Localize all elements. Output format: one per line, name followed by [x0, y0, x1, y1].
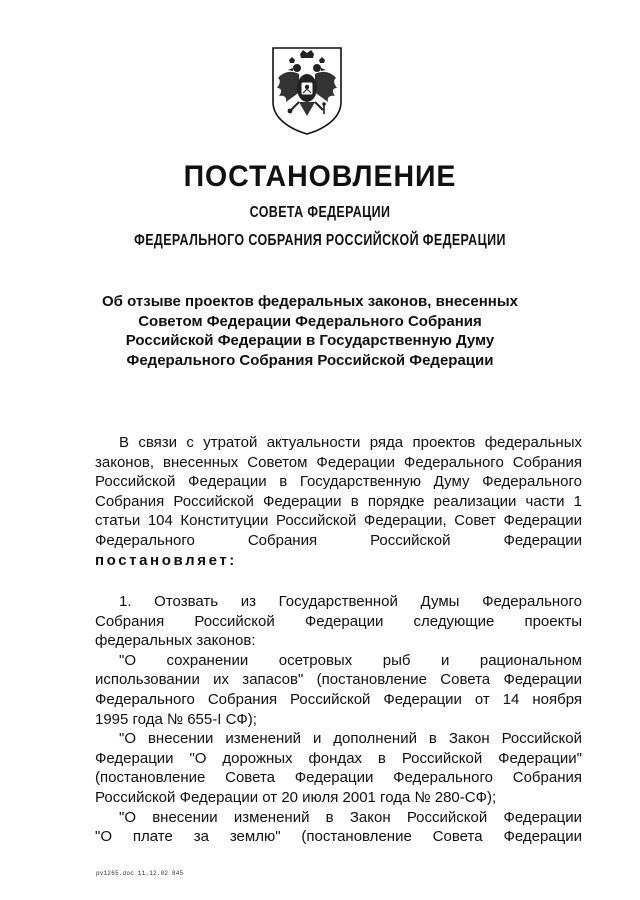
text-line: "О сохранении осетровых рыб и рациональном	[119, 651, 582, 669]
text-line: Федерального Собрания Российской Федерации	[95, 531, 582, 549]
text-line: Федерации "О дорожных фондах в Российской Федерации"	[95, 749, 582, 767]
file-reference-footer: pv1265.doc 11.12.02 845	[96, 870, 184, 877]
preamble-paragraph	[95, 433, 582, 570]
text-line: "О плате за землю" (постановление Совета Федерации	[95, 828, 582, 846]
text-line: "О внесении изменений в Закон Российской Федерации	[119, 808, 582, 826]
text-line: федеральных законов:	[95, 632, 256, 650]
text-line: 1. Отозвать из Государственной Думы Федерального	[119, 593, 582, 610]
heading-line: Российской Федерации в Государственную Думу	[125, 332, 495, 349]
text-line: законов, внесенных Советом Федерации Федерального Собрания	[95, 453, 582, 471]
text-line: Собрания Российской Федерации следующие проекты	[95, 612, 582, 630]
text-line: 1995 года № 655-I СФ);	[95, 710, 257, 728]
document-subtitle-issuer: СОВЕТА ФЕДЕРАЦИИ	[249, 204, 391, 221]
item-1-paragraph	[95, 592, 582, 847]
text-line: Российской Федерации от 20 июля 2001 года № 280-СФ);	[95, 788, 497, 806]
resolution-heading	[90, 292, 530, 370]
operative-word: постановляет:	[95, 551, 237, 569]
text-line: Российской Федерации в Государственную Думу Федерального	[95, 473, 582, 491]
coat-of-arms-icon	[269, 44, 345, 136]
document-subtitle-assembly: ФЕДЕРАЛЬНОГО СОБРАНИЯ РОССИЙСКОЙ ФЕДЕРАЦИИ	[134, 232, 506, 249]
heading-line: Об отзыве проектов федеральных законов, внесенных	[102, 293, 518, 310]
text-line: "О внесении изменений и дополнений в Закон Российской	[119, 730, 582, 748]
text-line: (постановление Совета Федерации Федерального Собрания	[95, 769, 582, 787]
text-line: В связи с утратой актуальности ряда проектов федеральных	[119, 434, 582, 451]
text-line: использовании их запасов" (постановление Совета Федерации	[95, 671, 582, 689]
heading-line: Советом Федерации Федерального Собрания	[138, 312, 482, 330]
text-line: Собрания Российской Федерации в порядке реализации части 1	[95, 492, 582, 510]
document-title: ПОСТАНОВЛЕНИЕ	[183, 160, 457, 193]
text-line: Федерального Собрания Российской Федерации от 14 ноября	[95, 690, 582, 708]
heading-line: Федерального Собрания Российской Федерации	[126, 351, 494, 369]
text-line: статьи 104 Конституции Российской Федерации, Совет Федерации	[95, 512, 582, 530]
